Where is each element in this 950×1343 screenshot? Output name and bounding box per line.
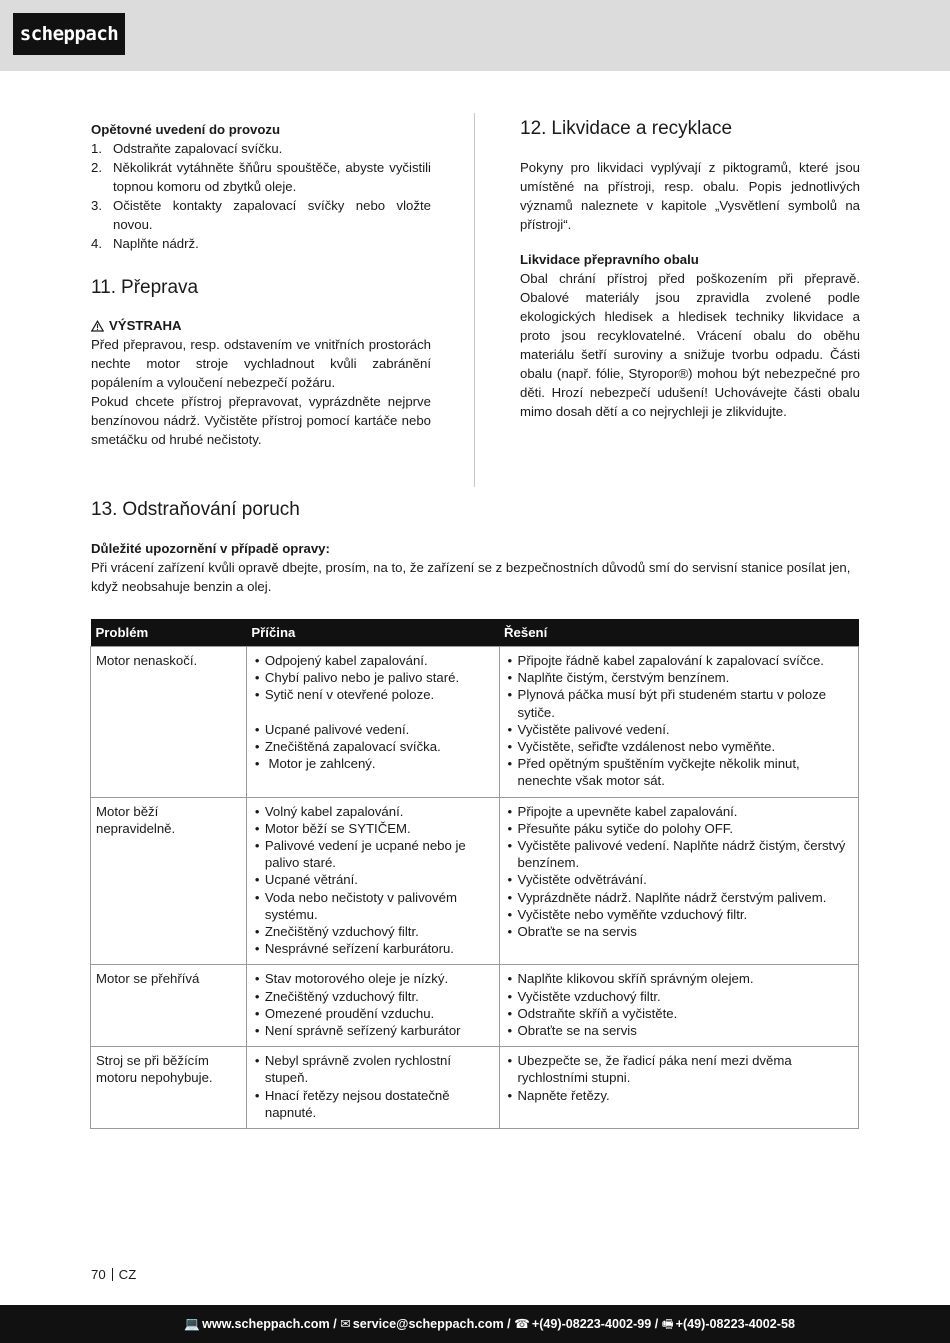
list-item: • Vyčistěte, seřiďte vzdálenost nebo vyměňte. bbox=[505, 738, 853, 755]
list-item: • Není správně seřízený karburátor bbox=[252, 1022, 494, 1039]
table-row bbox=[91, 797, 859, 965]
solution-cell bbox=[499, 1047, 858, 1129]
troubleshooting-table bbox=[90, 619, 859, 1129]
list-item: • Odpojený kabel zapalování. bbox=[252, 652, 494, 669]
list-item: • Hnací řetězy nejsou dostatečně napnuté. bbox=[252, 1087, 494, 1121]
list-item: • Znečištěný vzduchový filtr. bbox=[252, 923, 494, 940]
list-item: • Připojte řádně kabel zapalování k zapalovací svíčce. bbox=[505, 652, 853, 669]
list-item: • Omezené proudění vzduchu. bbox=[252, 1005, 494, 1022]
list-item: • Vyprázdněte nádrž. Naplňte nádrž čerstvým palivem. bbox=[505, 889, 853, 906]
list-item: • Palivové vedení je ucpané nebo je palivo staré. bbox=[252, 837, 494, 871]
footer-phone: +(49)-08223-4002-99 / bbox=[531, 1317, 659, 1331]
page-language: CZ bbox=[118, 1267, 137, 1282]
restart-heading: Opětovné uvedení do provozu bbox=[91, 122, 281, 137]
list-item bbox=[91, 139, 431, 158]
section-12-title bbox=[520, 117, 860, 141]
step-number: 4. bbox=[91, 236, 102, 251]
section-name: Likvidace a recyklace bbox=[551, 118, 733, 139]
section-name: Odstraňování poruch bbox=[122, 499, 300, 520]
packaging-heading: Likvidace přepravního obalu bbox=[520, 252, 699, 267]
table-row bbox=[91, 647, 859, 798]
footer-contacts bbox=[184, 1315, 795, 1333]
list-item: • Přesuňte páku sytiče do polohy OFF. bbox=[505, 820, 853, 837]
list-item: • Motor je zahlcený. bbox=[252, 755, 494, 772]
list-item: • Volný kabel zapalování. bbox=[252, 803, 494, 820]
header-solution: Řešení bbox=[499, 619, 858, 647]
section-11-title bbox=[91, 276, 431, 300]
page-number-value: 70 bbox=[91, 1267, 106, 1282]
section-number: 12. bbox=[520, 118, 547, 139]
list-item: • Vyčistěte palivové vedení. bbox=[505, 721, 853, 738]
list-item: • Ucpané větrání. bbox=[252, 871, 494, 888]
cause-cell bbox=[246, 647, 499, 798]
page-footer bbox=[0, 1305, 950, 1343]
list-item: • Obraťte se na servis bbox=[505, 923, 853, 940]
cause-cell bbox=[246, 965, 499, 1047]
repair-notice-text: Při vrácení zařízení kvůli opravě dbejte, prosím, na to, že zařízení se z bezpečnostních důvodů smí do servisní stanice posílat jen, když neobsahuje benzin a olej. bbox=[91, 560, 851, 594]
list-item: • Napněte řetězy. bbox=[505, 1087, 853, 1104]
footer-fax: +(49)-08223-4002-58 bbox=[675, 1317, 795, 1331]
header-problem: Problém bbox=[91, 619, 247, 647]
list-item: • Vyčistěte palivové vedení. Naplňte nádrž čistým, čerstvý benzínem. bbox=[505, 837, 853, 871]
list-item: • Vyčistěte nebo vyměňte vzduchový filtr. bbox=[505, 906, 853, 923]
list-item: • Nebyl správně zvolen rychlostní stupeň. bbox=[252, 1052, 494, 1086]
table-row bbox=[91, 1047, 859, 1129]
list-item: • Chybí palivo nebo je palivo staré. bbox=[252, 669, 494, 686]
list-item: • Naplňte čistým, čerstvým benzínem. bbox=[505, 669, 853, 686]
footer-web: www.scheppach.com / bbox=[202, 1317, 337, 1331]
repair-notice-heading: Důležité upozornění v případě opravy: bbox=[91, 541, 330, 556]
list-item: • Ucpané palivové vedení. bbox=[252, 721, 494, 738]
list-item: • Vyčistěte odvětrávání. bbox=[505, 871, 853, 888]
list-item: • Odstraňte skříň a vyčistěte. bbox=[505, 1005, 853, 1022]
step-text: Naplňte nádrž. bbox=[113, 236, 199, 251]
page-separator bbox=[112, 1268, 113, 1281]
page-number bbox=[91, 1265, 136, 1284]
column-divider bbox=[474, 113, 475, 487]
troubleshooting-section bbox=[91, 498, 859, 596]
cause-cell bbox=[246, 797, 499, 965]
header-cause: Příčina bbox=[246, 619, 499, 647]
disposal-intro: Pokyny pro likvidaci vyplývají z piktogramů, které jsou umístěné na přístroji, resp. obalu. Popis jednotlivých významů naleznete v kapitole „Vysvětlení symbolů na přístroji“. bbox=[520, 160, 860, 232]
list-item: • Sytič není v otevřené poloze. bbox=[252, 686, 494, 703]
phone-icon: ☎ bbox=[514, 1317, 530, 1331]
table-header-row bbox=[91, 619, 859, 647]
step-text: Očistěte kontakty zapalovací svíčky nebo vložte novou. bbox=[113, 198, 431, 232]
solution-cell bbox=[499, 797, 858, 965]
brand-logo: scheppach bbox=[13, 13, 125, 55]
list-item: • Plynová páčka musí být při studeném startu v poloze sytiče. bbox=[505, 686, 853, 720]
page-header bbox=[0, 0, 950, 71]
step-number: 3. bbox=[91, 198, 102, 213]
cause-cell bbox=[246, 1047, 499, 1129]
table-row bbox=[91, 965, 859, 1047]
warning-triangle-icon bbox=[91, 320, 104, 332]
list-item: • Stav motorového oleje je nízký. bbox=[252, 970, 494, 987]
transport-paragraph-1: Před přepravou, resp. odstavením ve vnitřních prostorách nechte motor stroje vychladnout kvůli zabránění popálením a vyloučení nebezpečí požáru. bbox=[91, 337, 431, 390]
list-item: • Znečištěná zapalovací svíčka. bbox=[252, 738, 494, 755]
warning-label bbox=[91, 316, 431, 335]
problem-cell: Motor se přehřívá bbox=[91, 965, 247, 1047]
section-13-title bbox=[91, 498, 859, 522]
step-text: Odstraňte zapalovací svíčku. bbox=[113, 141, 283, 156]
section-number: 13. bbox=[91, 499, 118, 520]
restart-steps bbox=[91, 139, 431, 253]
laptop-icon: 💻 bbox=[184, 1317, 201, 1331]
warning-text: VÝSTRAHA bbox=[109, 318, 182, 333]
list-item bbox=[91, 234, 431, 253]
solution-cell bbox=[499, 647, 858, 798]
section-name: Přeprava bbox=[121, 277, 199, 298]
list-item: • Znečištěný vzduchový filtr. bbox=[252, 988, 494, 1005]
right-column bbox=[520, 117, 860, 421]
solution-cell bbox=[499, 965, 858, 1047]
list-item: • Nesprávné seřízení karburátoru. bbox=[252, 940, 494, 957]
problem-cell: Motor nenaskočí. bbox=[91, 647, 247, 798]
list-item: • Naplňte klikovou skříň správným olejem. bbox=[505, 970, 853, 987]
list-item: • Voda nebo nečistoty v palivovém systému. bbox=[252, 889, 494, 923]
list-item bbox=[91, 158, 431, 196]
problem-cell: Motor běží nepravidelně. bbox=[91, 797, 247, 965]
step-text: Několikrát vytáhněte šňůru spouštěče, abyste vyčistili topnou komoru od zbytků oleje. bbox=[113, 160, 431, 194]
list-item bbox=[91, 196, 431, 234]
step-number: 2. bbox=[91, 160, 102, 175]
transport-paragraph-2: Pokud chcete přístroj přepravovat, vyprázdněte nejprve benzínovou nádrž. Vyčistěte přístroj pomocí kartáče nebo smetáčku od hrubé nečistoty. bbox=[91, 394, 431, 447]
list-item: • Vyčistěte vzduchový filtr. bbox=[505, 988, 853, 1005]
packaging-text: Obal chrání přístroj před poškozením při přepravě. Obalové materiály jsou zpravidla zvolené podle ekologických hledisek a hledisek techniky likvidace a proto jsou recyklovatelné. Vrácení obalu do oběhu materiálu šetří suroviny a snižuje tvorbu odpadu. Části obalu (např. fólie, Styropor®) mohou být nebezpečné pro děti. Hrozí nebezpečí udušení! Uchovávejte části obalu mimo dosah dětí a co nejrychleji je zlikvidujte. bbox=[520, 271, 860, 419]
step-number: 1. bbox=[91, 141, 102, 156]
email-icon: ✉ bbox=[340, 1317, 351, 1331]
problem-cell: Stroj se při běžícím motoru nepohybuje. bbox=[91, 1047, 247, 1129]
list-item: • Ubezpečte se, že řadicí páka není mezi dvěma rychlostními stupni. bbox=[505, 1052, 853, 1086]
left-column bbox=[91, 120, 431, 449]
section-number: 11. bbox=[91, 277, 117, 298]
list-item: • Obraťte se na servis bbox=[505, 1022, 853, 1039]
fax-icon: 🖷 bbox=[661, 1317, 674, 1331]
list-item: • Připojte a upevněte kabel zapalování. bbox=[505, 803, 853, 820]
list-item: • Motor běží se SYTIČEM. bbox=[252, 820, 494, 837]
list-item: • Před opětným spuštěním vyčkejte několik minut, nenechte však motor sát. bbox=[505, 755, 853, 789]
footer-email: service@scheppach.com / bbox=[352, 1317, 511, 1331]
